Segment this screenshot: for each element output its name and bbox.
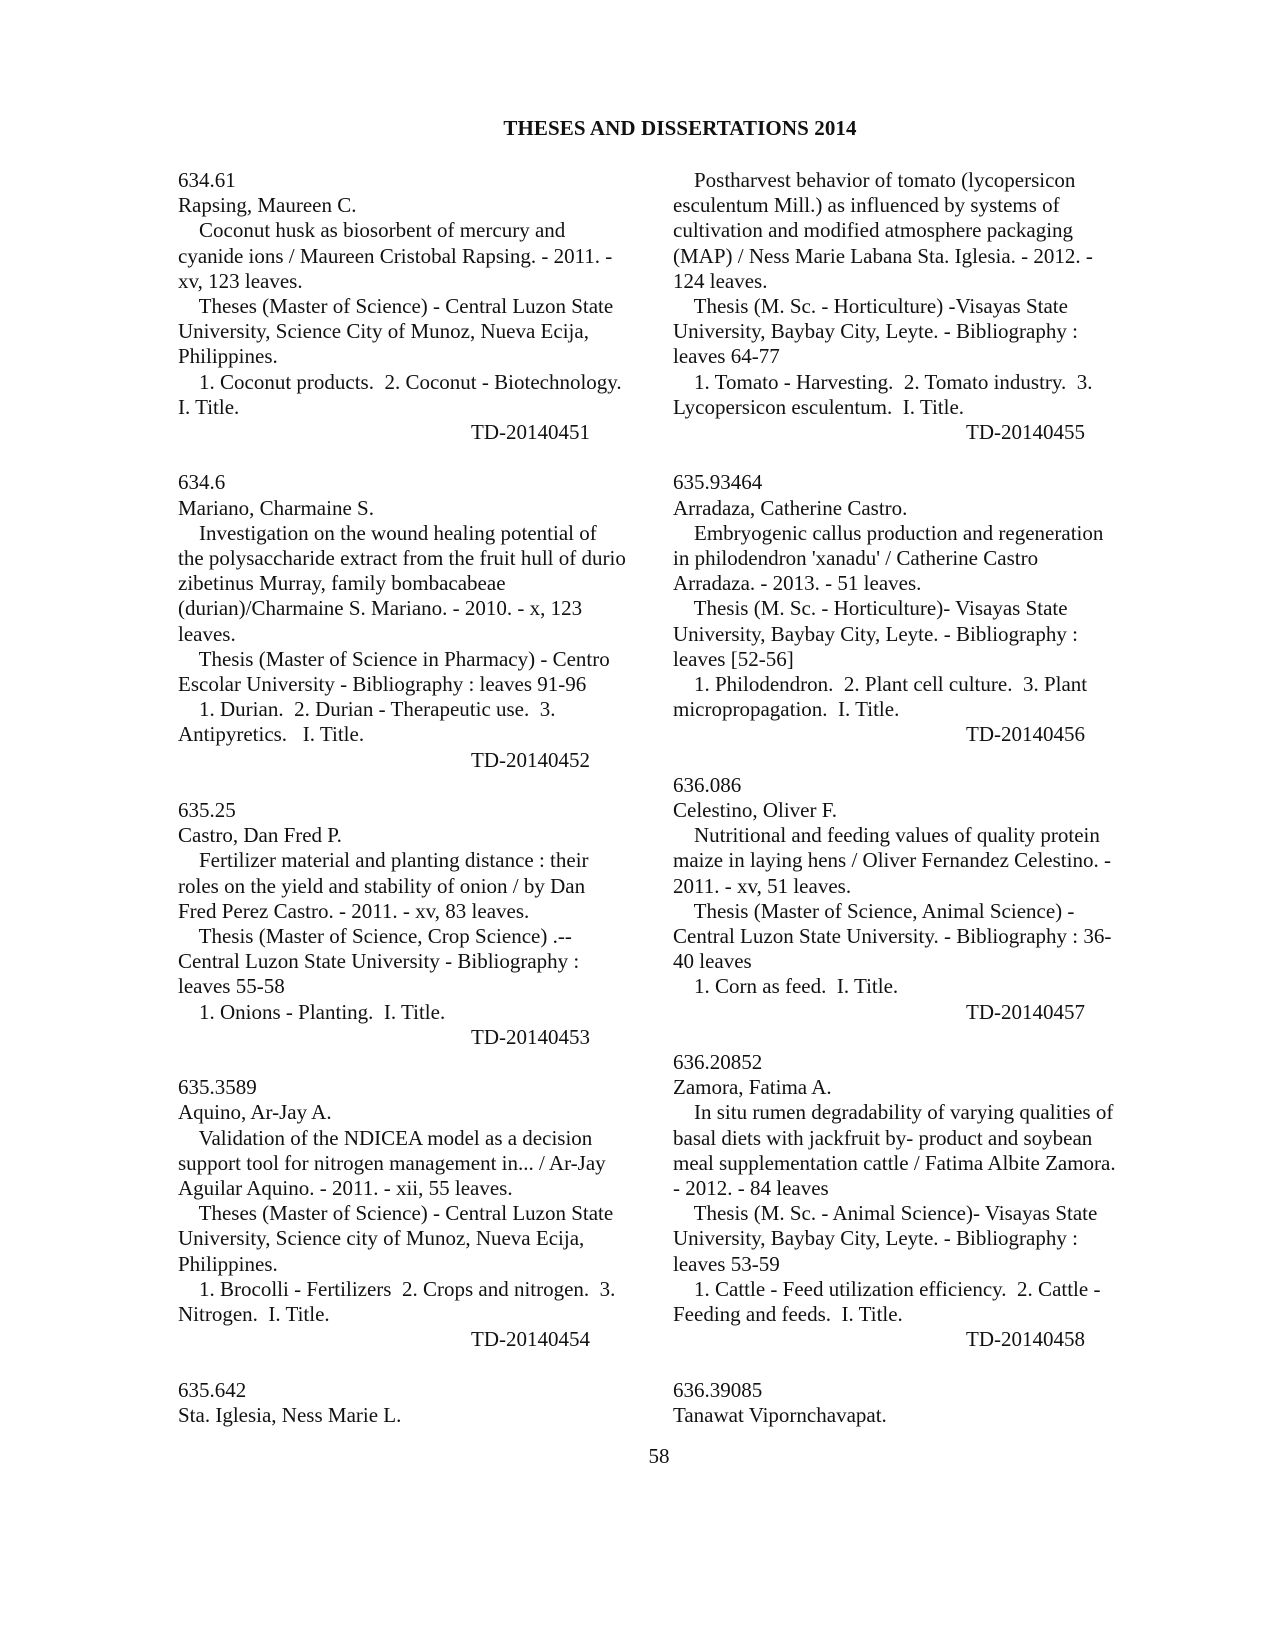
catalog-entry [178,168,648,445]
entry-line: 635.3589 [178,1075,257,1100]
entry-line: Investigation on the wound healing potential of [178,520,597,545]
catalog-entry [673,1050,1143,1352]
entry-line: basal diets with jackfruit by- product and soybean [673,1125,1093,1150]
entry-line: Arradaza, Catherine Castro. [673,495,908,520]
entry-line: (durian)/Charmaine S. Mariano. - 2010. - x, 123 [178,596,583,621]
entry-line: xv, 123 leaves. [178,268,303,293]
entry-line: Coconut husk as biosorbent of mercury and [178,218,566,243]
page-title: THESES AND DISSERTATIONS 2014 [503,116,857,140]
entry-line: 636.086 [673,772,742,797]
page-number: 58 [648,1444,670,1468]
entry-line: Lycopersicon esculentum. I. Title. [673,394,965,419]
entry-line: Thesis (Master of Science in Pharmacy) - Centro [178,646,610,671]
entry-line: 636.39085 [673,1377,763,1402]
entry-line: 1. Brocolli - Fertilizers 2. Crops and nitrogen. 3. [178,1276,616,1301]
entry-line: Theses (Master of Science) - Central Luzon State [178,1201,614,1226]
catalog-entry [673,168,1143,445]
entry-line: meal supplementation cattle / Fatima Albite Zamora. [673,1150,1116,1175]
entry-line: I. Title. [178,394,240,419]
entry-line: University, Baybay City, Leyte. - Bibliography : [673,1226,1078,1251]
entry-line: - 2012. - 84 leaves [673,1176,829,1201]
entry-line: Central Luzon State University. - Bibliography : 36- [673,924,1112,949]
accession-number: TD-20140453 [471,1024,590,1049]
entry-line: leaves 64-77 [673,344,780,369]
catalog-entry [673,470,1143,747]
entry-line: Castro, Dan Fred P. [178,823,342,848]
entry-line: 1. Tomato - Harvesting. 2. Tomato industry. 3. [673,369,1093,394]
accession-number: TD-20140454 [471,1327,590,1352]
entry-line: 1. Coconut products. 2. Coconut - Biotechnology. [178,369,622,394]
entry-line: Philippines. [178,344,278,369]
left-column [178,168,648,1453]
entry-line: Thesis (Master of Science, Animal Science) - [673,898,1075,923]
entry-line: 635.93464 [673,470,763,495]
entry-line: micropropagation. I. Title. [673,697,900,722]
entry-line: University, Baybay City, Leyte. - Bibliography : [673,621,1078,646]
entry-line: Postharvest behavior of tomato (lycopersicon [673,168,1076,192]
entry-line: 634.6 [178,470,226,495]
entry-line: 2011. - xv, 51 leaves. [673,873,852,898]
catalog-entry [673,1378,1143,1428]
entry-line: Thesis (Master of Science, Crop Science) .-- [178,924,572,949]
entry-line: esculentum Mill.) as influenced by systems of [673,193,1060,218]
entry-line: 635.642 [178,1377,247,1402]
entry-line: maize in laying hens / Oliver Fernandez Celestino. - [673,848,1111,873]
entry-line: cyanide ions / Maureen Cristobal Rapsing. - 2011. - [178,243,613,268]
entry-line: 1. Onions - Planting. I. Title. [178,999,446,1024]
accession-number: TD-20140452 [471,747,590,772]
catalog-entry [178,1075,648,1352]
entry-line: 1. Corn as feed. I. Title. [673,974,899,999]
accession-number: TD-20140457 [966,999,1085,1024]
entry-line: Embryogenic callus production and regeneration [673,520,1104,545]
entry-line: the polysaccharide extract from the fruit hull of durio [178,546,626,571]
entry-line: Celestino, Oliver F. [673,798,837,823]
entry-line: Philippines. [178,1251,278,1276]
entry-line: Sta. Iglesia, Ness Marie L. [178,1402,402,1427]
accession-number: TD-20140451 [471,420,590,445]
entry-line: Thesis (M. Sc. - Horticulture)- Visayas State [673,596,1068,621]
entry-line: 1. Durian. 2. Durian - Therapeutic use. 3. [178,697,556,722]
accession-number: TD-20140456 [966,722,1085,747]
entry-line: 40 leaves [673,949,752,974]
entry-line: Escolar University - Bibliography : leaves 91-96 [178,672,587,697]
entry-line: Aguilar Aquino. - 2011. - xii, 55 leaves. [178,1176,513,1201]
entry-line: 634.61 [178,168,236,192]
entry-line: Fred Perez Castro. - 2011. - xv, 83 leaves. [178,898,530,923]
entry-line: Fertilizer material and planting distance : their [178,848,589,873]
entry-line: (MAP) / Ness Marie Labana Sta. Iglesia. - 2012. - [673,243,1093,268]
entry-line: 636.20852 [673,1050,763,1075]
entry-line: 124 leaves. [673,268,768,293]
entry-line: Zamora, Fatima A. [673,1075,832,1100]
entry-line: University, Baybay City, Leyte. - Bibliography : [673,319,1078,344]
accession-number: TD-20140455 [966,420,1085,445]
entry-line: leaves 53-59 [673,1251,780,1276]
entry-line: University, Science City of Munoz, Nueva Ecija, [178,319,589,344]
entry-line: Mariano, Charmaine S. [178,495,374,520]
entry-line: Thesis (M. Sc. - Animal Science)- Visayas State [673,1201,1098,1226]
entry-line: leaves. [178,621,236,646]
entry-line: Antipyretics. I. Title. [178,722,365,747]
catalog-entry [673,773,1143,1025]
entry-line: 1. Cattle - Feed utilization efficiency. 2. Cattle - [673,1276,1101,1301]
entry-line: Theses (Master of Science) - Central Luzon State [178,294,614,319]
entry-line: roles on the yield and stability of onion / by Dan [178,873,586,898]
catalog-entry [178,1378,648,1428]
catalog-entry [178,470,648,772]
entry-line: Aquino, Ar-Jay A. [178,1100,332,1125]
entry-line: In situ rumen degradability of varying qualities of [673,1100,1114,1125]
catalog-entry [178,798,648,1050]
entry-line: support tool for nitrogen management in... / Ar-Jay [178,1150,606,1175]
entry-line: leaves 55-58 [178,974,285,999]
entry-line: Tanawat Vipornchavapat. [673,1402,887,1427]
entry-line: Nutritional and feeding values of quality protein [673,823,1100,848]
entry-line: 635.25 [178,798,236,823]
entry-line: Validation of the NDICEA model as a decision [178,1125,593,1150]
entry-line: zibetinus Murray, family bombacabeae [178,571,506,596]
entry-line: Thesis (M. Sc. - Horticulture) -Visayas State [673,294,1068,319]
entry-line: Rapsing, Maureen C. [178,193,357,218]
entry-line: 1. Philodendron. 2. Plant cell culture. 3. Plant [673,672,1088,697]
accession-number: TD-20140458 [966,1327,1085,1352]
entry-line: leaves [52-56] [673,646,794,671]
right-column [673,168,1143,1453]
entry-line: Feeding and feeds. I. Title. [673,1302,903,1327]
entry-line: Nitrogen. I. Title. [178,1302,330,1327]
entry-line: University, Science city of Munoz, Nueva Ecija, [178,1226,585,1251]
entry-line: cultivation and modified atmosphere packaging [673,218,1074,243]
entry-line: Arradaza. - 2013. - 51 leaves. [673,571,922,596]
entry-line: in philodendron 'xanadu' / Catherine Castro [673,546,1039,571]
entry-line: Central Luzon State University - Bibliography : [178,949,580,974]
